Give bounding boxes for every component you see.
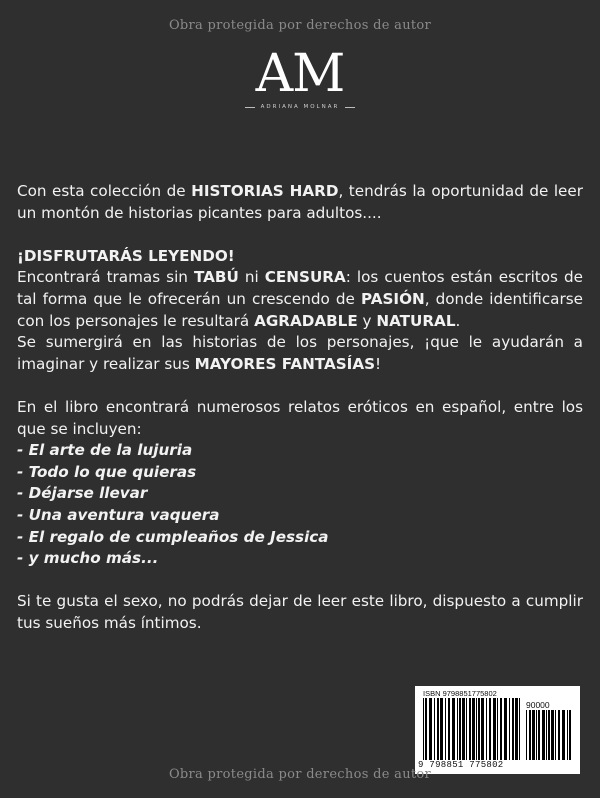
intro-highlight: HISTORIAS HARD [191, 182, 339, 200]
intro-paragraph [17, 181, 583, 224]
themes-paragraph [17, 267, 583, 332]
themes-bold-pasion: PASIÓN [360, 289, 425, 308]
isbn-label: ISBN 9798851775802 [423, 689, 497, 698]
barcode-digits: 9 798851 775802 [418, 760, 504, 770]
author-logo [0, 46, 600, 110]
fantasy-paragraph [17, 332, 583, 375]
themes-bold-tabu: TABÚ [193, 268, 239, 287]
isbn-barcode [415, 686, 580, 774]
themes-bold-natural: NATURAL [376, 311, 456, 330]
logo-author-name-text: ADRIANA MOLNAR [260, 104, 340, 110]
barcode-main-bars [423, 698, 522, 760]
barcode-addon-bars [526, 710, 574, 760]
story-item: - El arte de la lujuria [17, 441, 193, 460]
headline [17, 246, 583, 268]
themes-text-k: . [455, 311, 461, 330]
headline-text: ¡DISFRUTARÁS LEYENDO! [17, 246, 235, 265]
intro-text-2: , tendrás la oportunidad de leer un montón de historias picantes para adultos.... [17, 182, 583, 222]
logo-author-name [0, 104, 600, 110]
themes-text-g: , donde identificarse con los personajes le resultará [17, 289, 583, 330]
themes-text-e: : los cuentos están escritos de tal forma que le ofrecerán un crescendo de [17, 268, 583, 308]
watermark-top: Obra protegida por derechos de autor [168, 18, 432, 33]
story-item: - Déjarse llevar [17, 484, 148, 503]
logo-rule-left [245, 107, 255, 108]
closing-paragraph: Si te gusta el sexo, no podrás dejar de leer este libro, dispuesto a cumplir tus sueños más íntimos. [17, 592, 583, 632]
themes-text-a: Encontrará tramas sin [17, 268, 194, 287]
intro-text-1: Con esta colección de [17, 182, 192, 200]
fantasy-bold: MAYORES FANTASÍAS [194, 354, 376, 373]
fantasy-text-a: Se sumergirá en las historias de los personajes, ¡que le ayudarán a imaginar y realizar sus [17, 333, 583, 373]
logo-monogram: AM [255, 44, 345, 104]
back-cover-blurb [17, 181, 583, 634]
contents-paragraph: En el libro encontrará numerosos relatos eróticos en español, entre los que se incluyen: [17, 397, 583, 438]
logo-rule-right [345, 107, 355, 108]
themes-text-c: ni [238, 268, 265, 287]
story-item: - Una aventura vaquera [17, 505, 220, 524]
story-item: - y mucho más... [17, 549, 159, 568]
themes-text-i: y [357, 311, 377, 330]
themes-bold-censura: CENSURA [264, 268, 346, 287]
fantasy-text-c: ! [375, 354, 382, 373]
barcode-price-code: 90000 [526, 700, 550, 710]
story-item: - El regalo de cumpleaños de Jessica [17, 527, 329, 546]
themes-bold-agradable: AGRADABLE [254, 311, 358, 330]
watermark-bottom: Obra protegida por derechos de autor [168, 767, 432, 782]
story-item: - Todo lo que quieras [17, 462, 197, 481]
